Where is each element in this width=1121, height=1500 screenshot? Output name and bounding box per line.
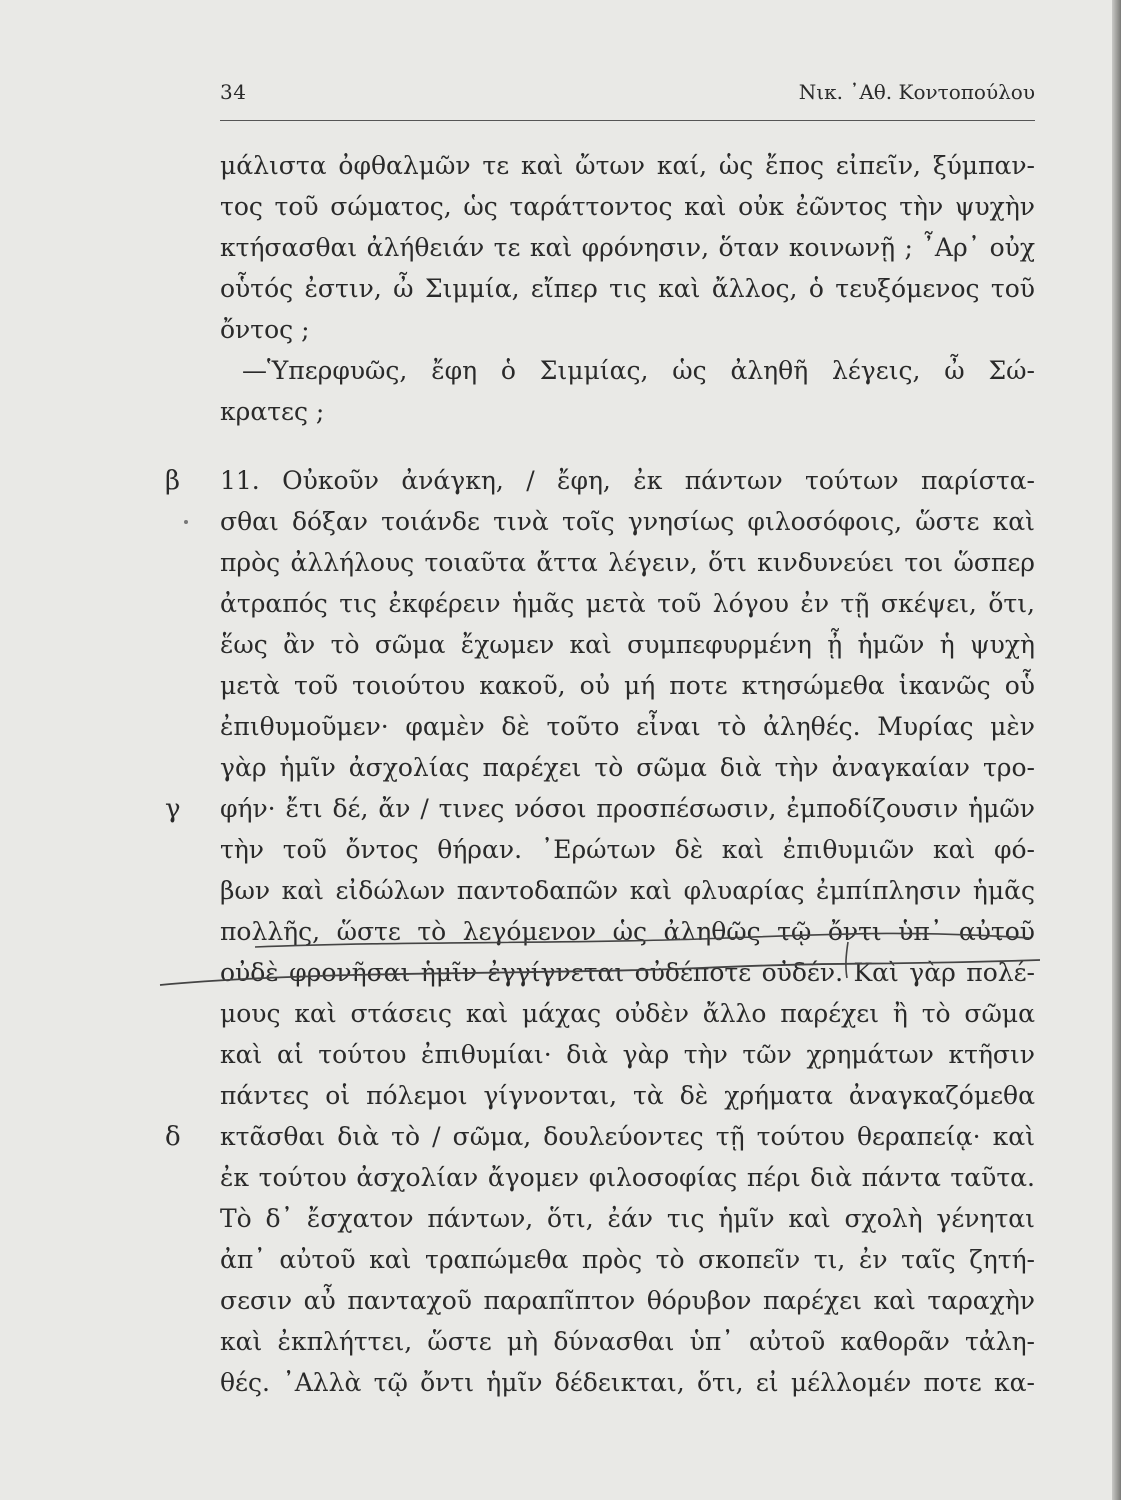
text-line: σεσιν αὖ πανταχοῦ παραπῖπτον θόρυβον παρέχει καὶ ταραχὴν bbox=[220, 1286, 1035, 1315]
margin-letter-delta: δ bbox=[165, 1122, 181, 1152]
text-line: —Ὑπερφυῶς, ἔφη ὁ Σιμμίας, ὡς ἀληθῆ λέγεις, ὦ Σώ- bbox=[242, 356, 1035, 385]
margin-letter-beta: β bbox=[165, 466, 181, 496]
text-line: φήν· ἔτι δέ, ἄν / τινες νόσοι προσπέσωσιν, ἐμποδίζουσιν ἡμῶν bbox=[220, 794, 1035, 823]
margin-letter-gamma: γ bbox=[165, 794, 181, 824]
text-line: κτᾶσθαι διὰ τὸ / σῶμα, δουλεύοντες τῇ τούτου θεραπείᾳ· καὶ bbox=[220, 1122, 1035, 1151]
text-line: οὐδὲ φρονῆσαι ἡμῖν ἐγγίγνεται οὐδέποτε οὐδέν. Καὶ γὰρ πολέ- bbox=[220, 958, 1035, 987]
text-line: ἐκ τούτου ἀσχολίαν ἄγομεν φιλοσοφίας πέρι διὰ πάντα ταῦτα. bbox=[220, 1163, 1035, 1192]
text-line: οὗτός ἐστιν, ὦ Σιμμία, εἴπερ τις καὶ ἄλλος, ὁ τευξόμενος τοῦ bbox=[220, 274, 1035, 303]
running-head: Νικ. ᾿Αθ. Κοντοπούλου bbox=[798, 80, 1035, 104]
text-line: ἀπ᾿ αὐτοῦ καὶ τραπώμεθα πρὸς τὸ σκοπεῖν τι, ἐν ταῖς ζητή- bbox=[220, 1245, 1035, 1274]
text-line: μους καὶ στάσεις καὶ μάχας οὐδὲν ἄλλο παρέχει ἢ τὸ σῶμα bbox=[220, 999, 1035, 1028]
text-line: ἕως ἂν τὸ σῶμα ἔχωμεν καὶ συμπεφυρμένη ᾖ ἡμῶν ἡ ψυχὴ bbox=[220, 630, 1035, 659]
text-line: ἀτραπός τις ἐκφέρειν ἡμᾶς μετὰ τοῦ λόγου ἐν τῇ σκέψει, ὅτι, bbox=[220, 589, 1035, 618]
text-line: θές. ᾿Αλλὰ τῷ ὄντι ἡμῖν δέδεικται, ὅτι, εἰ μέλλομέν ποτε κα- bbox=[220, 1368, 1035, 1397]
text-line: κρατες ; bbox=[220, 397, 325, 426]
text-line: τὴν τοῦ ὄντος θήραν. ᾿Ερώτων δὲ καὶ ἐπιθυμιῶν καὶ φό- bbox=[220, 835, 1035, 864]
text-line: 11. Οὐκοῦν ἀνάγκη, / ἔφη, ἐκ πάντων τούτων παρίστα- bbox=[220, 466, 1035, 495]
text-line: γὰρ ἡμῖν ἀσχολίας παρέχει τὸ σῶμα διὰ τὴν ἀναγκαίαν τρο- bbox=[220, 753, 1035, 782]
page-number: 34 bbox=[220, 80, 247, 104]
text-line: μετὰ τοῦ τοιούτου κακοῦ, οὐ μή ποτε κτησώμεθα ἱκανῶς οὗ bbox=[220, 671, 1035, 700]
text-line: κτήσασθαι ἀλήθειάν τε καὶ φρόνησιν, ὅταν κοινωνῇ ; ῏Αρ᾿ οὐχ bbox=[220, 233, 1035, 262]
text-line: ἐπιθυμοῦμεν· φαμὲν δὲ τοῦτο εἶναι τὸ ἀληθές. Μυρίας μὲν bbox=[220, 712, 1035, 741]
text-line: Τὸ δ᾿ ἔσχατον πάντων, ὅτι, ἐάν τις ἡμῖν καὶ σχολὴ γένηται bbox=[220, 1204, 1035, 1233]
text-line: καὶ ἐκπλήττει, ὥστε μὴ δύνασθαι ὑπ᾿ αὐτοῦ καθορᾶν τἀλη- bbox=[220, 1327, 1035, 1356]
text-line: πρὸς ἀλλήλους τοιαῦτα ἄττα λέγειν, ὅτι κινδυνεύει τοι ὥσπερ bbox=[220, 548, 1035, 577]
text-line: πολλῆς, ὥστε τὸ λεγόμενον ὡς ἀληθῶς τῷ ὄντι ὑπ᾿ αὐτοῦ bbox=[220, 917, 1035, 946]
text-line: βων καὶ εἰδώλων παντοδαπῶν καὶ φλυαρίας ἐμπίπλησιν ἡμᾶς bbox=[220, 876, 1035, 905]
text-line: ὄντος ; bbox=[220, 315, 310, 344]
margin-dot bbox=[184, 520, 188, 524]
text-line: σθαι δόξαν τοιάνδε τινὰ τοῖς γνησίως φιλοσόφοις, ὥστε καὶ bbox=[220, 507, 1035, 536]
text-line: πάντες οἱ πόλεμοι γίγνονται, τὰ δὲ χρήματα ἀναγκαζόμεθα bbox=[220, 1081, 1035, 1110]
text-line: τος τοῦ σώματος, ὡς ταράττοντος καὶ οὐκ ἐῶντος τὴν ψυχὴν bbox=[220, 192, 1035, 221]
text-line: καὶ αἱ τούτου ἐπιθυμίαι· διὰ γὰρ τὴν τῶν χρημάτων κτῆσιν bbox=[220, 1040, 1035, 1069]
text-line: μάλιστα ὀφθαλμῶν τε καὶ ὤτων καί, ὡς ἔπος εἰπεῖν, ξύμπαν- bbox=[220, 151, 1035, 180]
